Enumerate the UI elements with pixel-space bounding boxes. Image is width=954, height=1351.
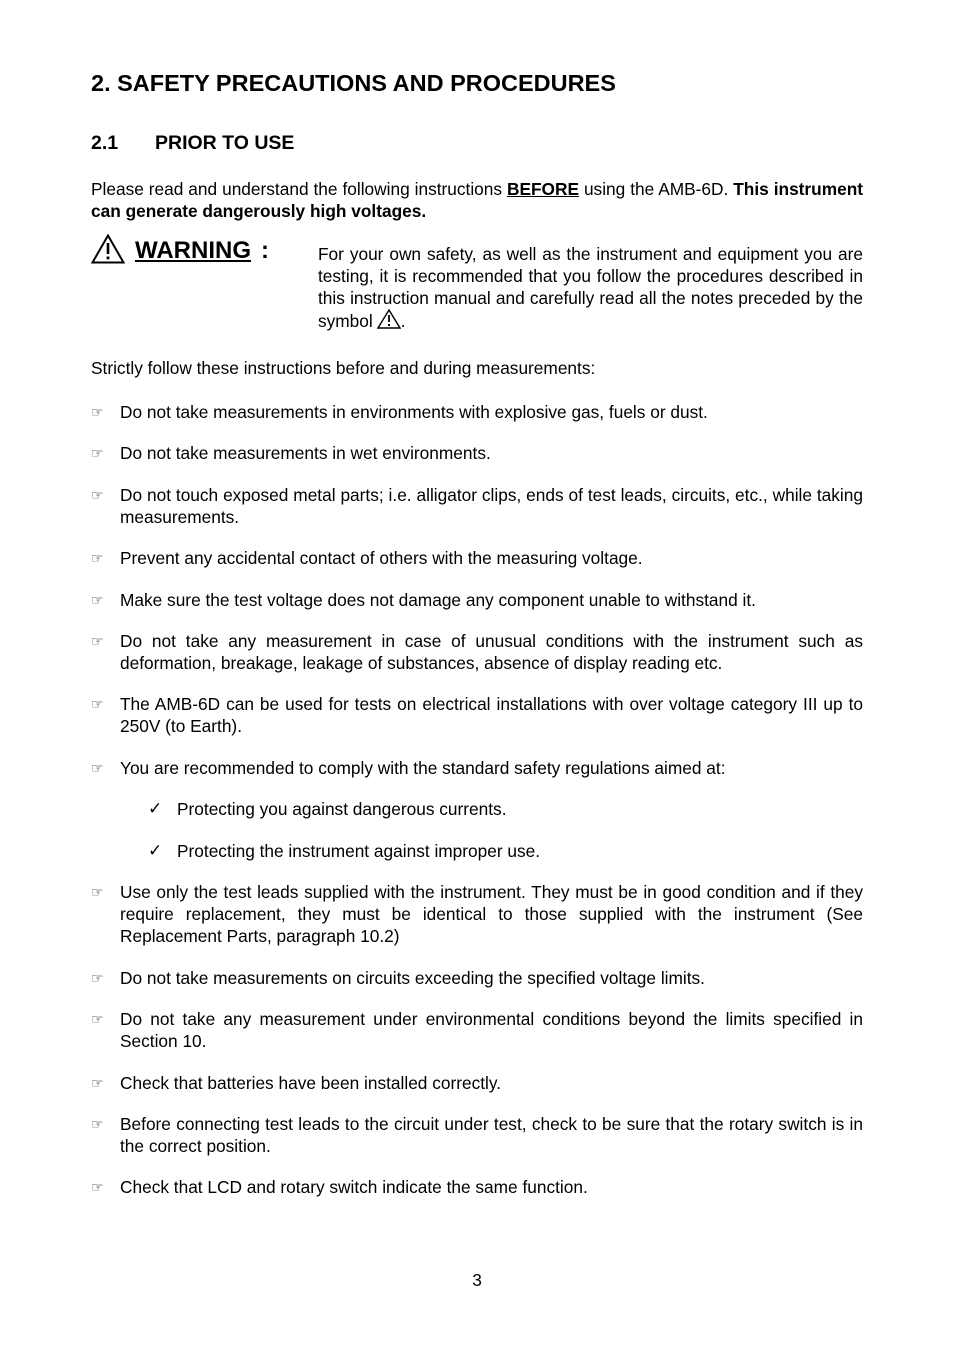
- list-item: ☞ Do not touch exposed metal parts; i.e. alligator clips, ends of test leads, circuits, etc., while taking measurements.: [91, 485, 863, 527]
- pointing-hand-icon: ☞: [91, 487, 104, 503]
- intro-paragraph: [91, 178, 863, 222]
- warning-label: WARNING: [135, 237, 251, 264]
- warning-text: [318, 243, 863, 332]
- warning-symbol-icon: [377, 309, 401, 329]
- list-item: ☞ Use only the test leads supplied with the instrument. They must be in good condition and if they require replacement, they must be identical to those supplied with the instrument (See Replacement Parts, paragraph 10.2): [91, 882, 863, 946]
- warning-body-text: For your own safety, as well as the instrument and equipment you are testing, it is recommended that you follow the procedures described in this instruction manual and carefully read all the notes preceded by the symbol: [318, 244, 863, 331]
- list-item: ☞ Do not take measurements in wet environments.: [91, 443, 491, 463]
- pointing-hand-icon: ☞: [91, 633, 104, 649]
- pointing-hand-icon: ☞: [91, 696, 104, 712]
- pointing-hand-icon: ☞: [91, 445, 104, 461]
- list-item: ☞ Make sure the test voltage does not damage any component unable to withstand it.: [91, 590, 756, 610]
- list-item: ☞ Check that batteries have been installed correctly.: [91, 1073, 502, 1093]
- check-item: ✓ Protecting the instrument against improper use.: [148, 841, 541, 861]
- warning-colon: :: [261, 237, 269, 264]
- list-item: ☞ Do not take any measurement in case of unusual conditions with the instrument such as deformation, breakage, leakage of substances, absence of display reading etc.: [91, 631, 863, 673]
- subsection-number: 2.1: [91, 132, 119, 154]
- list-item: ☞ You are recommended to comply with the standard safety regulations aimed at:: [91, 758, 726, 778]
- warning-end: .: [400, 311, 406, 331]
- pointing-hand-icon: ☞: [91, 404, 104, 420]
- list-item: ☞ Do not take measurements in environments with explosive gas, fuels or dust.: [91, 402, 708, 422]
- list-item: ☞ Prevent any accidental contact of others with the measuring voltage.: [91, 548, 643, 568]
- pointing-hand-icon: ☞: [91, 1179, 104, 1195]
- pointing-hand-icon: ☞: [91, 1116, 104, 1132]
- warning-heading: [91, 232, 311, 272]
- subsection-title: PRIOR TO USE: [155, 132, 295, 154]
- pointing-hand-icon: ☞: [91, 1075, 104, 1091]
- intro-bold-warning: This instrument can generate dangerously high voltages.: [91, 179, 864, 221]
- pointing-hand-icon: ☞: [91, 970, 104, 986]
- intro-before-emphasis: BEFORE: [506, 179, 579, 199]
- pointing-hand-icon: ☞: [91, 550, 104, 566]
- pointing-hand-icon: ☞: [91, 760, 104, 776]
- intro-text-1: Please read and understand the following instructions: [91, 179, 507, 199]
- warning-triangle-icon: [91, 234, 125, 264]
- check-item: ✓ Protecting you against dangerous currents.: [148, 799, 507, 819]
- check-mark-icon: ✓: [148, 799, 163, 818]
- document-page: [91, 0, 863, 1351]
- check-mark-icon: ✓: [148, 841, 163, 860]
- list-item: ☞ Before connecting test leads to the circuit under test, check to be sure that the rotary switch is in the correct position.: [91, 1114, 863, 1156]
- instructions-lead: Strictly follow these instructions before and during measurements:: [91, 358, 596, 378]
- page-number: 3: [472, 1270, 482, 1290]
- list-item: ☞ Do not take measurements on circuits exceeding the specified voltage limits.: [91, 968, 705, 988]
- intro-text-2: using the AMB-6D.: [579, 179, 734, 199]
- pointing-hand-icon: ☞: [91, 884, 104, 900]
- pointing-hand-icon: ☞: [91, 592, 104, 608]
- section-heading: 2. SAFETY PRECAUTIONS AND PROCEDURES: [91, 70, 616, 96]
- list-item: ☞ Do not take any measurement under environmental conditions beyond the limits specified in Section 10.: [91, 1009, 863, 1051]
- subsection-heading: [91, 130, 294, 156]
- list-item: ☞ Check that LCD and rotary switch indicate the same function.: [91, 1177, 588, 1197]
- pointing-hand-icon: ☞: [91, 1011, 104, 1027]
- list-item: ☞ The AMB-6D can be used for tests on electrical installations with over voltage category III up to 250V (to Earth).: [91, 694, 863, 736]
